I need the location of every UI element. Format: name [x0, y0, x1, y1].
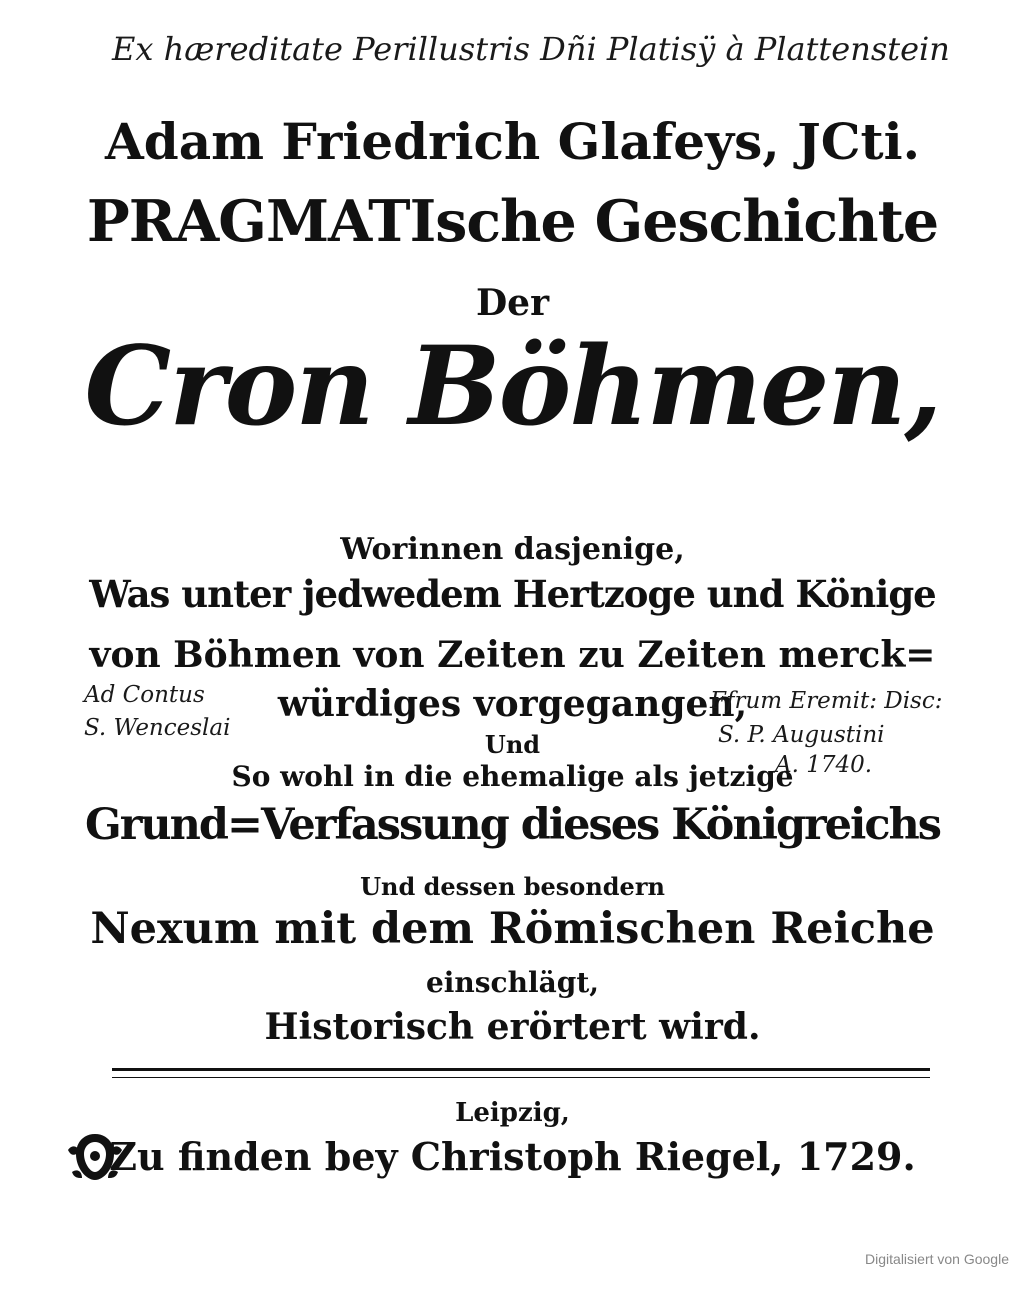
place-line: Leipzig, [455, 1098, 570, 1128]
subtitle-line-4: würdiges vorgegangen, [277, 683, 748, 725]
subtitle-line-5: Und [484, 730, 541, 759]
subtitle-line-10: einschlägt, [425, 966, 600, 999]
subtitle-line-1: Worinnen dasjenige, [340, 532, 685, 567]
handwritten-inscription: Ex hæreditate Perillustris Dñi Platisÿ à Plattenstein [112, 30, 950, 68]
title-line-2: Der [475, 282, 550, 324]
subtitle-line-8: Und dessen besondern [360, 872, 665, 901]
main-title: Cron Böhmen, [84, 322, 941, 450]
handwritten-note-right-3: A. 1740. [775, 752, 873, 778]
author-line: Adam Friedrich Glafeys, JCti. [104, 112, 921, 171]
subtitle-line-2: Was unter jedwedem Hertzoge und Könige [89, 572, 936, 616]
subtitle-line-9: Nexum mit dem Römischen Reiche [90, 904, 935, 954]
subtitle-line-3: von Böhmen von Zeiten zu Zeiten merck= [89, 634, 936, 676]
title-line-1: PRAGMATIsche Geschichte [86, 188, 939, 255]
divider-rule-thick [112, 1068, 930, 1071]
divider-rule-thin [112, 1077, 930, 1078]
handwritten-note-right-1: Ffrum Eremit: Disc: [710, 688, 943, 714]
subtitle-line-11: Historisch erörtert wird. [264, 1006, 761, 1048]
subtitle-line-6: So wohl in die ehemalige als jetzige [231, 760, 794, 793]
handwritten-note-right-2: S. P. Augustini [718, 722, 885, 748]
publisher-line: Zu finden bey Christoph Riegel, 1729. [109, 1134, 916, 1179]
subtitle-line-7: Grund=Verfassung dieses Königreichs [84, 800, 941, 850]
handwritten-note-left-1: Ad Contus [84, 682, 205, 708]
digitization-watermark: Digitalisiert von Google [865, 1251, 1009, 1267]
handwritten-note-left-2: S. Wenceslai [84, 715, 231, 741]
